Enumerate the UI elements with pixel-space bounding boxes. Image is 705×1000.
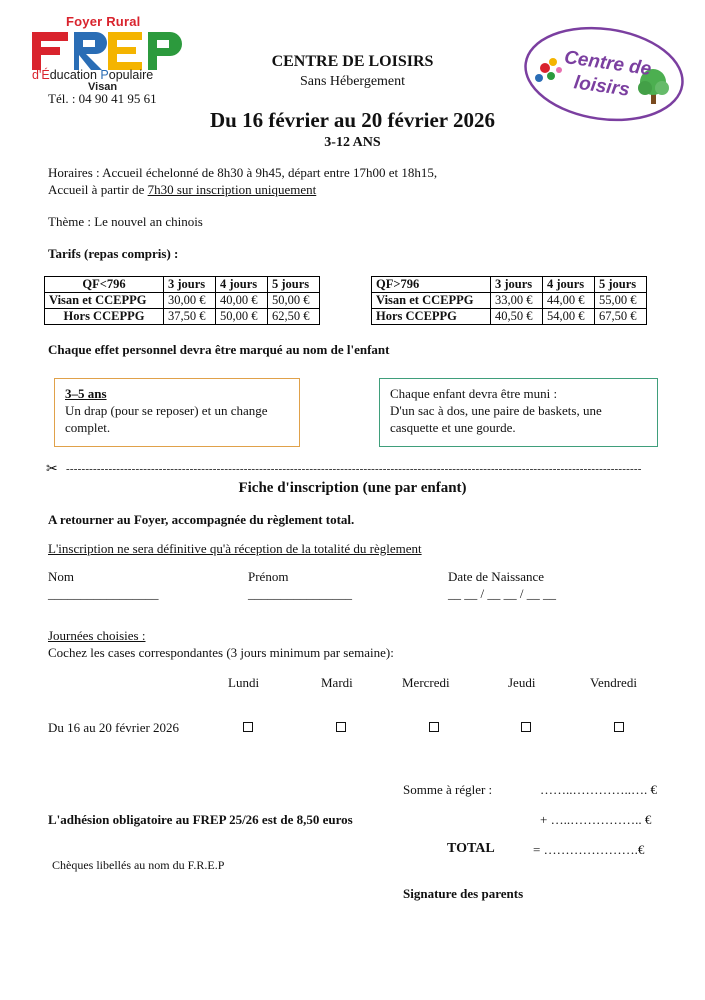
ages-heading: 3-12 ANS [324,135,381,150]
page-title: CENTRE DE LOISIRS [271,53,434,70]
box1-text: Un drap (pour se reposer) et un change complet. [65,403,268,435]
checkbox-mardi[interactable] [336,722,346,732]
table-cell: 3 jours [491,277,543,293]
total-label: TOTAL [447,841,495,856]
scissors-icon: ✂ [46,462,58,477]
badge-line2: loisirs [572,72,631,101]
days-instructions: Cochez les cases correspondantes (3 jours minimum par semaine): [48,645,394,660]
day-mercredi: Mercredi [402,675,450,690]
day-mardi: Mardi [321,675,353,690]
table-header-row [372,277,647,293]
table-cell: 50,00 € [216,309,268,325]
centre-de-loisirs-badge [523,26,685,122]
somme-label: Somme à régler : [403,782,493,797]
table-cell: Visan et CCEPPG [372,293,491,309]
table-row [45,293,320,309]
table-cell: 55,00 € [595,293,647,309]
signature-label: Signature des parents [403,886,524,901]
prenom-field[interactable]: ________________ [248,586,352,601]
table-cell: QF>796 [372,277,491,293]
cheques-note: Chèques libellés au nom du F.R.E.P [52,858,225,872]
box2-text: D'un sac à dos, une paire de baskets, une casquette et une gourde. [390,403,602,435]
day-vendredi: Vendredi [590,675,637,690]
box2-line1: Chaque enfant devra être muni : [390,386,558,401]
day-lundi: Lundi [228,675,260,690]
week-label: Du 16 au 20 février 2026 [48,720,180,735]
adhesion-field[interactable]: + …..…………….. € [540,812,652,827]
box1-title: 3–5 ans [65,386,107,401]
table-cell: QF<796 [45,277,164,293]
table-cell: 44,00 € [543,293,595,309]
adhesion-note: L'adhésion obligatoire au FREP 25/26 est de 8,50 euros [48,812,353,827]
prenom-label: Prénom [248,569,289,584]
nom-field[interactable]: _________________ [48,586,159,601]
dob-field[interactable]: __ __ / __ __ / __ __ [448,586,556,601]
logo-foyer-rural: Foyer Rural [66,14,141,29]
effects-note: Chaque effet personnel devra être marqué au nom de l'enfant [48,342,390,357]
definitive-note: L'inscription ne sera définitive qu'à réception de la totalité du règlement [48,541,422,556]
checkbox-mercredi[interactable] [429,722,439,732]
table-row [372,309,647,325]
dates-heading: Du 16 février au 20 février 2026 [210,108,495,132]
table-cell: 5 jours [595,277,647,293]
hours-line2 [48,182,316,198]
checkbox-vendredi[interactable] [614,722,624,732]
table-cell: Hors CCEPPG [372,309,491,325]
checkbox-jeudi[interactable] [521,722,531,732]
table-cell: 4 jours [216,277,268,293]
badge-line1: Centre de [562,47,653,81]
phone: Tél. : 04 90 41 95 61 [48,91,157,106]
somme-field[interactable]: ……..…………..…. € [540,782,657,797]
table-row [45,309,320,325]
logo-subtitle: d'Éducation Populaire [32,68,154,82]
page-subtitle: Sans Hébergement [299,74,406,89]
table-cell: 30,00 € [164,293,216,309]
table-cell: 37,50 € [164,309,216,325]
table-cell: Hors CCEPPG [45,309,164,325]
total-field[interactable]: = ………………….€ [533,842,645,857]
table-cell: 62,50 € [268,309,320,325]
dob-label: Date de Naissance [448,569,545,584]
table-cell: 40,00 € [216,293,268,309]
theme: Thème : Le nouvel an chinois [48,214,203,229]
days-title: Journées choisies : [48,628,146,643]
checkbox-lundi[interactable] [243,722,253,732]
hours-line2-underlined: 7h30 sur inscription uniquement [147,182,317,197]
equipment-box [379,378,658,447]
table-cell: 5 jours [268,277,320,293]
table-cell: 4 jours [543,277,595,293]
logo-town: Visan [88,81,118,93]
table-row [372,293,647,309]
cut-line: ----------------------------------------------------------------------------------------------------------------------------------------------------- [66,463,642,475]
table-cell: 54,00 € [543,309,595,325]
tarifs-title: Tarifs (repas compris) : [48,246,179,261]
hours-line2-prefix: Accueil à partir de [48,182,148,197]
table-cell: 3 jours [164,277,216,293]
form-title: Fiche d'inscription (une par enfant) [238,480,467,496]
tarif-table-qf-above [371,276,647,325]
return-note: A retourner au Foyer, accompagnée du règlement total. [48,512,355,527]
age-3-5-box [54,378,300,447]
table-cell: Visan et CCEPPG [45,293,164,309]
day-jeudi: Jeudi [508,675,536,690]
hours-line1: Horaires : Accueil échelonné de 8h30 à 9h45, départ entre 17h00 et 18h15, [48,165,438,180]
table-cell: 40,50 € [491,309,543,325]
table-cell: 67,50 € [595,309,647,325]
tarif-table-qf-below [44,276,320,325]
table-cell: 33,00 € [491,293,543,309]
nom-label: Nom [48,569,74,584]
table-cell: 50,00 € [268,293,320,309]
table-header-row [45,277,320,293]
